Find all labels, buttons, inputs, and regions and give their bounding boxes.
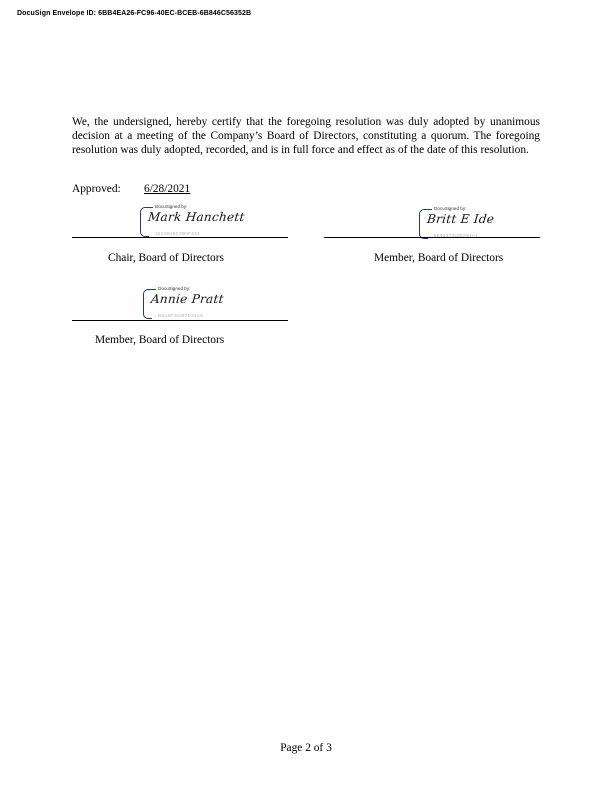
docusign-stamp-member-1 [419,206,539,240]
stamp-id: 12C8819C7B0F443 [155,231,200,236]
signature-line-member-2 [72,320,288,321]
signature-member-2: Annie Pratt [150,292,225,306]
signature-line-chair [72,237,288,238]
signature-caption-member-1: Member, Board of Directors [374,252,504,264]
signature-caption-member-2: Member, Board of Directors [95,334,225,346]
stamp-header: DocuSigned by: [434,206,467,211]
resolution-certification-text: We, the undersigned, hereby certify that the foregoing resolution was duly adopted by unanimous decision at a meeting of the Company’s Board of Directors, constituting a quorum. The foregoing resolution was duly adopted, recorded, and is in full force and effect as of the date of this resolution. [72,116,540,156]
stamp-header: DocuSigned by: [158,286,191,291]
stamp-frame-rule [150,289,156,290]
approved-date: 6/28/2021 [144,183,191,195]
signature-line-member-1 [324,237,540,238]
stamp-frame-rule [426,209,432,210]
signature-chair: Mark Hanchett [147,210,246,224]
stamp-id: 5E95373285A84A1 [434,233,479,238]
docusign-stamp-chair [140,204,280,238]
stamp-header: DocuSigned by: [155,204,188,209]
signature-caption-chair: Chair, Board of Directors [108,252,224,264]
docusign-stamp-member-2 [143,286,283,320]
approved-label: Approved: [72,183,121,195]
envelope-id-header: DocuSign Envelope ID: 6BB4EA26-FC96-40EC-BCEB-6B846C56352B [17,10,252,17]
stamp-frame-rule [147,207,153,208]
page-number: Page 2 of 3 [280,742,332,754]
signature-member-1: Britt E Ide [426,212,495,226]
stamp-id: B6A6F36087D34A8 [158,313,204,318]
